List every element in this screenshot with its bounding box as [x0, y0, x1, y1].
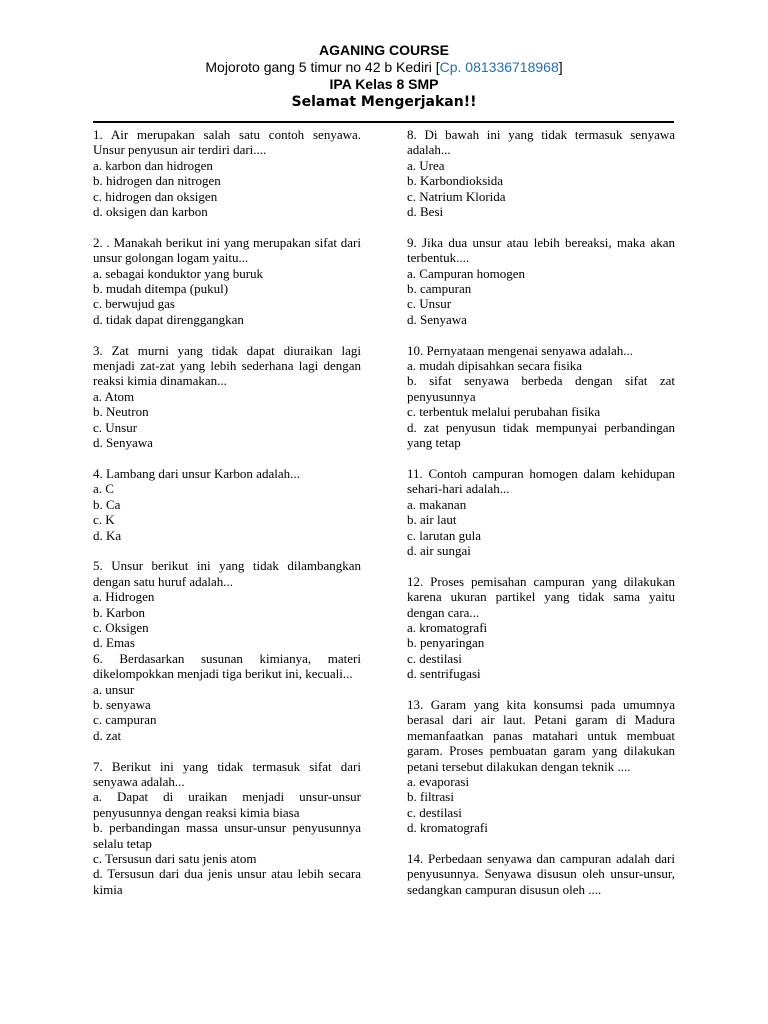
question-7 [93, 759, 361, 898]
question-5 [93, 558, 361, 650]
option-a: a. evaporasi [407, 773, 470, 789]
course-address [0, 58, 768, 76]
greeting: Selamat Mengerjakan!! [291, 94, 477, 110]
address-prefix: Mojoroto gang 5 timur no 42 b Kediri [ [205, 59, 440, 75]
option-b: b. Ca [93, 496, 121, 512]
option-c: c. campuran [93, 712, 157, 728]
option-d: d. Besi [407, 204, 444, 220]
course-name: AGANING COURSE [319, 42, 449, 58]
option-a: a. Dapat di uraikan menjadi unsur-unsur penyusunnya dengan reaksi kimia biasa [93, 789, 361, 820]
option-b: b. perbandingan massa unsur-unsur penyusunnya selalu tetap [93, 820, 361, 851]
option-a: a. sebagai konduktor yang buruk [93, 265, 264, 281]
option-a: a. mudah dipisahkan secara fisika [407, 358, 583, 374]
question-13 [407, 697, 675, 836]
option-c: c. hidrogen dan oksigen [93, 188, 218, 204]
question-text: 9. Jika dua unsur atau lebih bereaksi, maka akan terbentuk.... [407, 234, 675, 266]
option-a: a. C [93, 481, 114, 497]
option-c: c. terbentuk melalui perubahan fisika [407, 404, 601, 420]
option-a: a. Urea [407, 157, 445, 173]
question-8 [407, 127, 675, 219]
question-4 [93, 466, 361, 543]
option-b: b. mudah ditempa (pukul) [93, 281, 229, 297]
question-text: 11. Contoh campuran homogen dalam kehidupan sehari-hari adalah... [407, 465, 675, 497]
question-text: 6. Berdasarkan susunan kimianya, materi dikelompokkan menjadi tiga berikut ini, kecuali... [93, 650, 361, 682]
question-10 [407, 343, 675, 451]
option-d: d. Tersusun dari dua jenis unsur atau lebih secara kimia [93, 866, 361, 897]
option-d: d. Ka [93, 527, 122, 543]
question-text: 13. Garam yang kita konsumsi pada umumnya berasal dari air laut. Petani garam di Madura memanfaatkan panas matahari untuk membuat garam. Proses pembuatan garam yang dilakukan petani tersebut dilakukan dengan teknik .... [407, 696, 675, 774]
question-9 [407, 235, 675, 327]
option-d: d. zat penyusun tidak mempunyai perbandingan yang tetap [407, 419, 675, 451]
question-11 [407, 466, 675, 558]
subject-title: IPA Kelas 8 SMP [329, 76, 439, 92]
option-a: a. Campuran homogen [407, 265, 526, 281]
option-b: b. air laut [407, 512, 457, 528]
option-c: c. Oksigen [93, 619, 149, 635]
question-text: 14. Perbedaan senyawa dan campuran adalah dari penyusunnya. Senyawa disusun oleh unsur-unsur, sedangkan campuran disusun oleh .... [407, 851, 675, 897]
option-b: b. filtrasi [407, 789, 454, 805]
question-text: 5. Unsur berikut ini yang tidak dilambangkan dengan satu huruf adalah... [93, 558, 361, 589]
question-text: 10. Pernyataan mengenai senyawa adalah... [407, 342, 633, 358]
question-14 [407, 851, 675, 897]
option-d: d. kromatografi [407, 820, 488, 836]
option-b: b. Karbondioksida [407, 173, 504, 189]
question-text: 7. Berikut ini yang tidak termasuk sifat dari senyawa adalah... [93, 758, 361, 789]
question-text: 8. Di bawah ini yang tidak termasuk senyawa adalah... [407, 127, 675, 158]
option-a: a. karbon dan hidrogen [93, 157, 213, 173]
option-b: b. sifat senyawa berbeda dengan sifat zat penyusunnya [407, 373, 675, 404]
option-d: d. Senyawa [407, 311, 467, 327]
option-d: d. zat [93, 727, 122, 743]
option-b: b. Karbon [93, 604, 145, 620]
option-b: b. penyaringan [407, 635, 485, 651]
option-b: b. senyawa [93, 696, 151, 712]
option-b: b. Neutron [93, 404, 149, 420]
option-a: a. kromatografi [407, 619, 488, 635]
question-2 [93, 235, 361, 327]
option-c: c. berwujud gas [93, 296, 175, 312]
question-text: 1. Air merupakan salah satu contoh senyawa. Unsur penyusun air terdiri dari.... [93, 127, 361, 158]
question-6 [93, 651, 361, 743]
option-c: c. Natrium Klorida [407, 188, 506, 204]
option-d: d. sentrifugasi [407, 666, 481, 682]
option-b: b. campuran [407, 281, 472, 297]
option-c: c. destilasi [407, 804, 462, 820]
question-text: 3. Zat murni yang tidak dapat diuraikan lagi menjadi zat-zat yang lebih sederhana lagi dengan reaksi kimia dinamakan... [93, 342, 361, 389]
option-c: c. Unsur [407, 296, 452, 312]
question-text: 12. Proses pemisahan campuran yang dilakukan karena ukuran partikel yang tidak sama yaitu dengan cara... [407, 573, 675, 620]
option-c: c. larutan gula [407, 527, 481, 543]
question-text: 4. Lambang dari unsur Karbon adalah... [93, 465, 300, 481]
option-a: a. Hidrogen [93, 589, 155, 605]
option-a: a. Atom [93, 388, 135, 404]
right-column [407, 127, 675, 913]
option-c: c. K [93, 512, 115, 528]
question-1 [93, 127, 361, 219]
phone-number: Cp. 081336718968 [439, 59, 559, 75]
option-d: d. oksigen dan karbon [93, 204, 208, 220]
option-c: c. destilasi [407, 650, 462, 666]
address-suffix: ] [558, 59, 563, 75]
question-3 [93, 343, 361, 451]
option-d: d. Senyawa [93, 435, 153, 451]
document-header [0, 42, 768, 111]
option-c: c. Unsur [93, 419, 138, 435]
option-d: d. Emas [93, 635, 135, 651]
option-b: b. hidrogen dan nitrogen [93, 173, 221, 189]
option-d: d. tidak dapat direnggangkan [93, 311, 244, 327]
option-a: a. makanan [407, 496, 467, 512]
left-column [93, 127, 361, 913]
option-a: a. unsur [93, 681, 135, 697]
question-text: 2. . Manakah berikut ini yang merupakan sifat dari unsur golongan logam yaitu... [93, 234, 361, 266]
option-c: c. Tersusun dari satu jenis atom [93, 851, 257, 867]
header-divider [93, 121, 674, 123]
question-12 [407, 574, 675, 682]
option-d: d. air sungai [407, 542, 471, 558]
